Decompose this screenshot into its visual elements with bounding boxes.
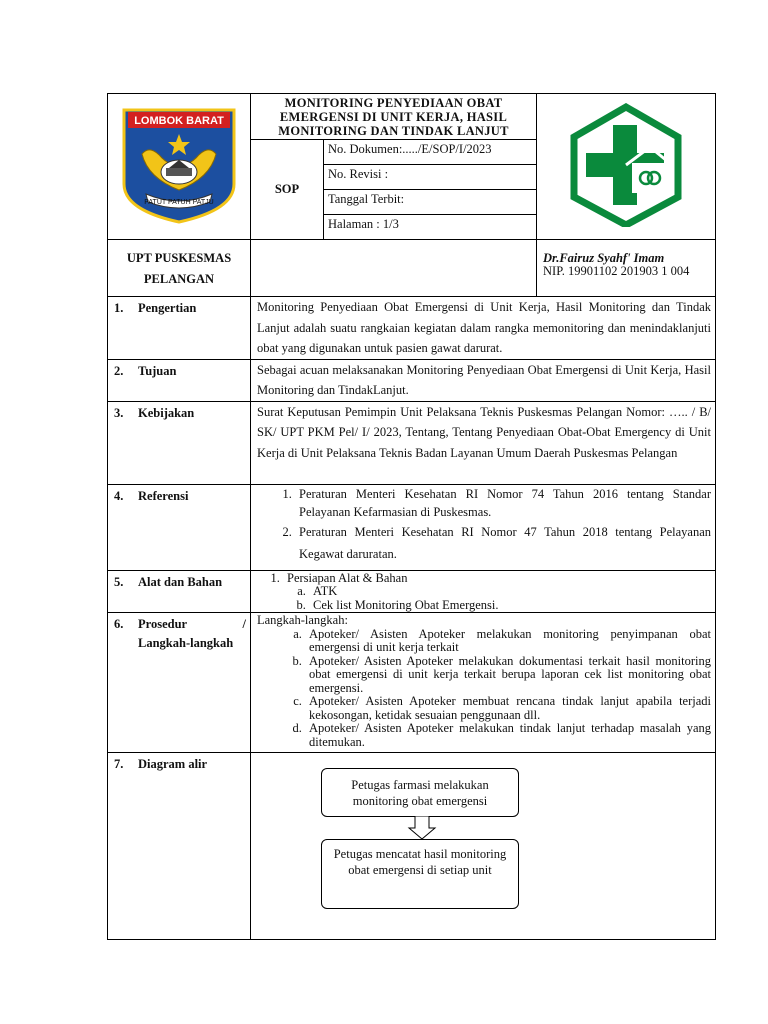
lombok-barat-logo-cell bbox=[108, 94, 251, 240]
tools-list bbox=[257, 572, 711, 613]
section-label-pengertian bbox=[108, 297, 251, 360]
section-number: 7. bbox=[114, 757, 124, 771]
sop-table bbox=[107, 93, 716, 940]
tools-subitem: b. Cek list Monitoring Obat Emergensi. bbox=[309, 599, 711, 613]
signatory-nip: NIP. 19901102 201903 1 004 bbox=[543, 264, 690, 278]
flow-arrow-down-icon bbox=[407, 816, 437, 840]
flow-step-2: Petugas mencatat hasil monitoring obat emergensi di setiap unit bbox=[321, 839, 519, 909]
section-number: 2. bbox=[114, 363, 124, 378]
publish-date: Tanggal Terbit: bbox=[324, 190, 537, 215]
section-title: Referensi bbox=[138, 488, 189, 503]
section-content-prosedur bbox=[251, 613, 716, 753]
org-line-1: UPT PUSKESMAS bbox=[126, 251, 232, 265]
signatory-block bbox=[537, 240, 716, 297]
section-label-tujuan bbox=[108, 359, 251, 401]
puskesmas-logo-icon bbox=[566, 103, 686, 227]
organization-name bbox=[108, 240, 251, 297]
flowchart bbox=[251, 753, 715, 939]
procedure-step: b. Apoteker/ Asisten Apoteker melakukan dokumentasi terkait hasil monitoring obat emergensi di unit kerja terkait berupa laporan cek list monitoring obat emergensi. bbox=[305, 655, 711, 696]
procedure-intro: Langkah-langkah: bbox=[257, 613, 348, 627]
document-number: No. Dokumen:...../E/SOP/I/2023 bbox=[324, 140, 537, 165]
section-title: Prosedur bbox=[138, 617, 188, 631]
signatory-name: Dr.Fairuz Syahf' Imam bbox=[543, 251, 665, 265]
reference-list bbox=[257, 485, 711, 565]
sop-document bbox=[107, 93, 715, 929]
logo-banner-text: LOMBOK BARAT bbox=[134, 114, 224, 127]
section-title: Tujuan bbox=[138, 363, 177, 378]
section-label-kebijakan bbox=[108, 401, 251, 484]
section-content-referensi bbox=[251, 484, 716, 570]
section-content-tujuan: Sebagai acuan melaksanakan Monitoring Penyediaan Obat Emergensi di Unit Kerja, Hasil Monitoring dan TindakLanjut. bbox=[251, 359, 716, 401]
sop-label: SOP bbox=[251, 140, 324, 240]
section-content-diagram bbox=[251, 753, 716, 940]
section-content-alat-bahan bbox=[251, 570, 716, 613]
procedure-steps bbox=[257, 628, 711, 750]
logo-motto-text: PATUT PATUH PATJU bbox=[144, 198, 214, 206]
procedure-step: a. Apoteker/ Asisten Apoteker melakukan monitoring penyimpanan obat emergensi di unit kerja terkait bbox=[305, 628, 711, 655]
reference-item: 2. Peraturan Menteri Kesehatan RI Nomor 47 Tahun 2018 tentang Pelayanan Kegawat daruratan. bbox=[295, 521, 711, 565]
section-title-line2: Langkah-langkah bbox=[138, 636, 234, 650]
section-title: Alat dan Bahan bbox=[138, 574, 223, 589]
tools-item-title: Persiapan Alat & Bahan bbox=[287, 570, 408, 585]
tools-subitem: a. ATK bbox=[309, 585, 711, 599]
page-number: Halaman : 1/3 bbox=[324, 215, 537, 240]
tools-sublist bbox=[287, 585, 711, 612]
section-title: Pengertian bbox=[138, 301, 197, 315]
section-number: 4. bbox=[114, 488, 124, 503]
section-content-pengertian: Monitoring Penyediaan Obat Emergensi di Unit Kerja, Hasil Monitoring dan Tindak Lanjut adalah suatu rangkaian kegiatan dalam rangka memonitoring dan menindaklanjuti obat yang digunakan untuk pasien gawat darurat. bbox=[251, 297, 716, 360]
procedure-step: c. Apoteker/ Asisten Apoteker membuat rencana tindak lanjut apabila terjadi kekosongan, ketidak sesuaian penggunaan dll. bbox=[305, 695, 711, 722]
signature-space bbox=[251, 240, 537, 297]
title-line-2: EMERGENSI DI UNIT KERJA, HASIL bbox=[279, 110, 508, 124]
puskesmas-logo-cell bbox=[537, 94, 716, 240]
section-number: 1. bbox=[114, 301, 124, 315]
procedure-step: d. Apoteker/ Asisten Apoteker melakukan tindak lanjut terhadap masalah yang ditemukan. bbox=[305, 722, 711, 749]
title-line-3: MONITORING DAN TINDAK LANJUT bbox=[278, 124, 509, 138]
reference-item: 1. Peraturan Menteri Kesehatan RI Nomor 74 Tahun 2016 tentang Standar Pelayanan Kefarmasian di Puskesmas. bbox=[295, 485, 711, 521]
section-label-alat-bahan bbox=[108, 570, 251, 613]
section-title: Kebijakan bbox=[138, 405, 195, 420]
section-label-prosedur bbox=[108, 613, 251, 753]
lombok-barat-emblem-icon bbox=[120, 106, 238, 224]
flow-step-1: Petugas farmasi melakukan monitoring obat emergensi bbox=[321, 768, 519, 817]
tools-item bbox=[283, 572, 711, 613]
section-label-referensi bbox=[108, 484, 251, 570]
revision-number: No. Revisi : bbox=[324, 165, 537, 190]
section-number: 6. bbox=[114, 617, 124, 631]
section-content-kebijakan: Surat Keputusan Pemimpin Unit Pelaksana Teknis Puskesmas Pelangan Nomor: ….. / B/ SK/ UPT PKM Pel/ I/ 2023, Tentang, Tentang Penyediaan Obat-Obat Emergency di Unit Kerja di Unit Pelaksana Teknis Badan Layanan Umum Daerah Puskesmas Pelangan bbox=[251, 401, 716, 484]
section-title-slash: / bbox=[242, 617, 246, 631]
title-line-1: MONITORING PENYEDIAAN OBAT bbox=[284, 96, 503, 110]
org-line-2: PELANGAN bbox=[143, 272, 215, 286]
document-title bbox=[251, 94, 537, 140]
section-number: 5. bbox=[114, 574, 124, 589]
section-number: 3. bbox=[114, 405, 124, 420]
section-title: Diagram alir bbox=[138, 757, 208, 771]
section-label-diagram bbox=[108, 753, 251, 940]
